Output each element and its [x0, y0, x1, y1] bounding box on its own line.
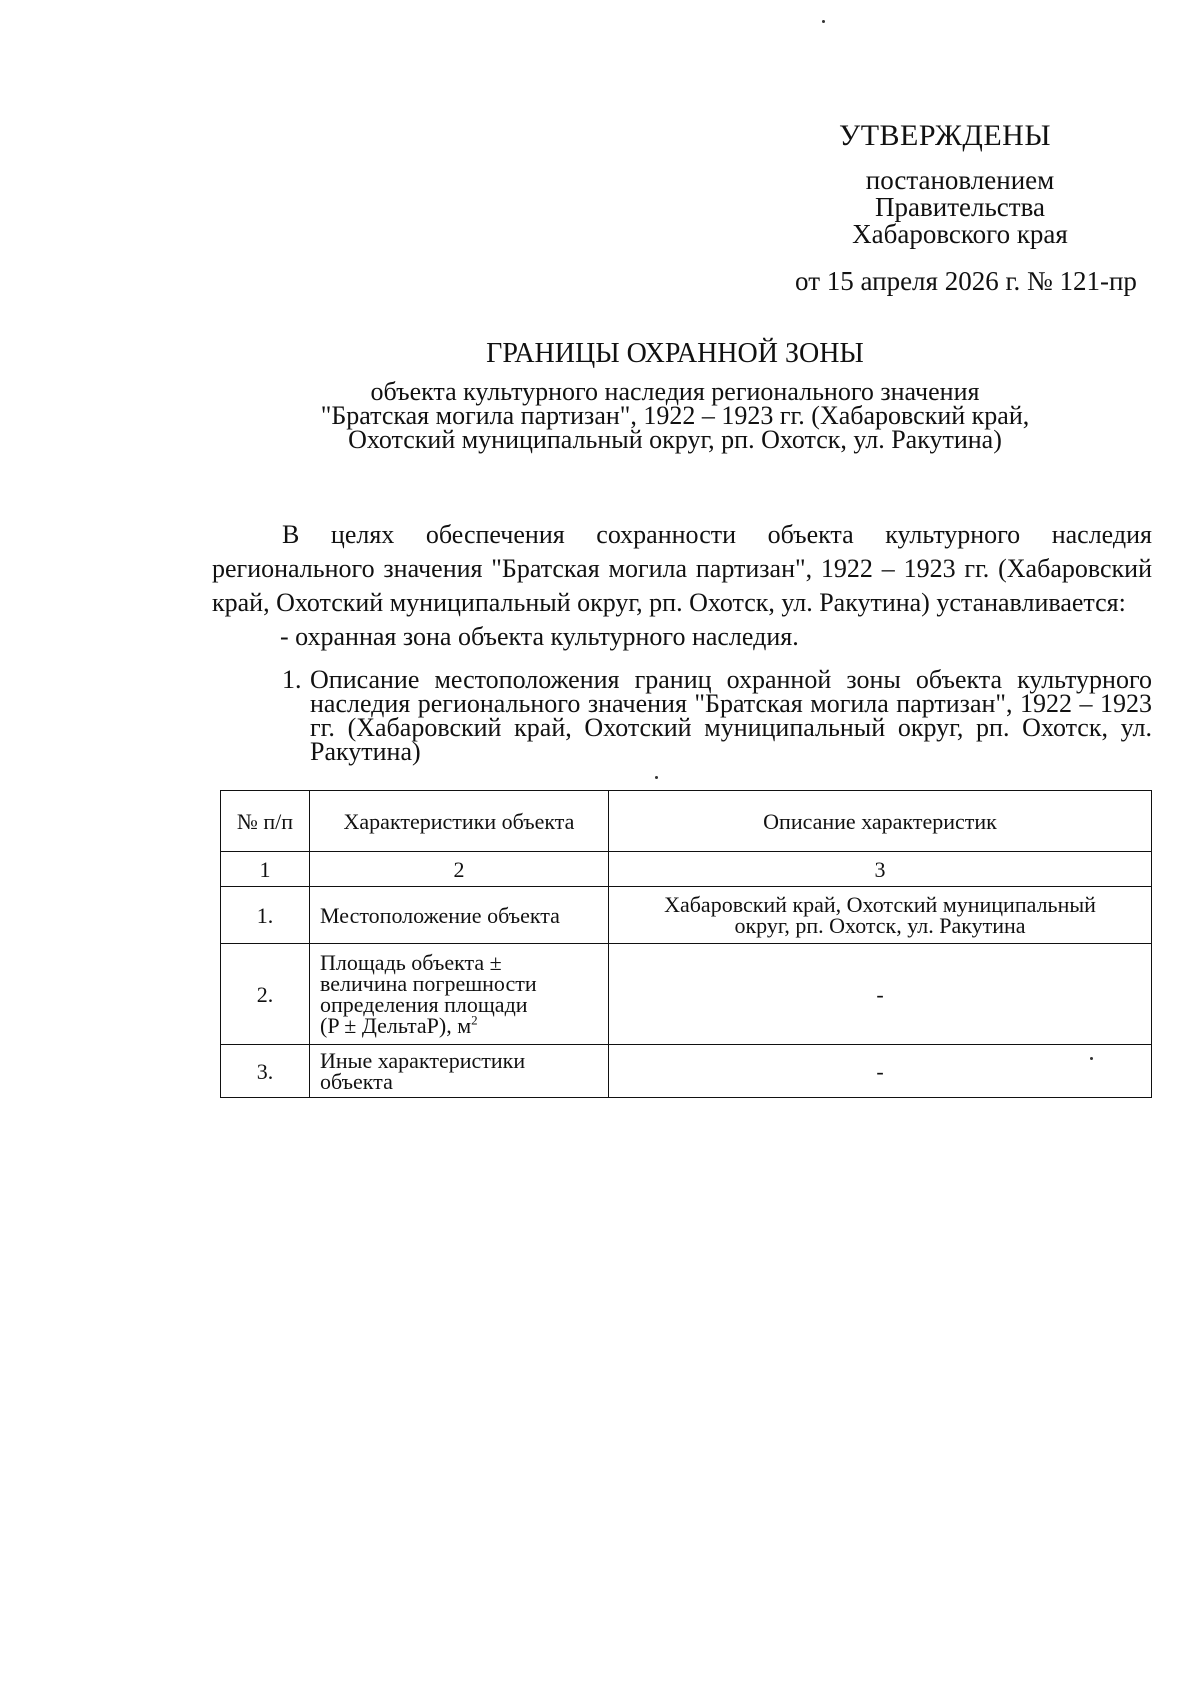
- body-text: [212, 518, 1152, 654]
- approval-line-3: Хабаровского края: [852, 219, 1068, 249]
- header-description: Описание характеристик: [609, 791, 1152, 852]
- column-number-3: 3: [609, 852, 1152, 887]
- row-characteristic-line-2: величина погрешности: [320, 971, 537, 996]
- row-characteristic: Местоположение объекта: [310, 887, 609, 944]
- section-1-text: Описание местоположения границ охранной зоны объекта культурного наследия регионального значения "Братская могила партизан", 1922 – 1923 гг. (Хабаровский край, Охотский муниципальный округ, рп. Охотск, ул. Ракутина): [310, 665, 1152, 766]
- row-characteristic-line-2: объекта: [320, 1069, 393, 1094]
- scan-speck: [822, 20, 825, 23]
- document-subtitle-line-1: объекта культурного наследия регионального значения: [370, 377, 980, 406]
- row-number: 2.: [221, 944, 310, 1045]
- row-characteristic-line-4: [320, 1012, 598, 1038]
- table-row: [221, 944, 1152, 1045]
- header-number: № п/п: [221, 791, 310, 852]
- column-number-1: 1: [221, 852, 310, 887]
- document-subtitle-line-2: "Братская могила партизан", 1922 – 1923 гг. (Хабаровский край,: [320, 401, 1030, 430]
- row-description: [609, 887, 1152, 944]
- row-description-line-1: Хабаровский край, Охотский муниципальный: [664, 892, 1096, 917]
- document-title: ГРАНИЦЫ ОХРАННОЙ ЗОНЫ: [486, 338, 864, 369]
- section-1: [282, 665, 1152, 766]
- document-title-block: [240, 338, 1110, 452]
- header-characteristics: Характеристики объекта: [310, 791, 609, 852]
- superscript-2: 2: [471, 1012, 478, 1028]
- approval-line-1: постановлением: [865, 165, 1055, 195]
- scan-speck: [655, 776, 658, 779]
- approval-stamp: [760, 119, 1160, 296]
- approval-line-2: Правительства: [875, 192, 1045, 222]
- approval-heading: УТВЕРЖДЕНЫ: [838, 119, 1052, 152]
- scan-speck: [1090, 1057, 1093, 1060]
- row-characteristic: [310, 944, 609, 1045]
- column-number-2: 2: [310, 852, 609, 887]
- row-characteristic-line-3: определения площади: [320, 992, 528, 1017]
- row-number: 3.: [221, 1045, 310, 1098]
- characteristics-table: [220, 790, 1152, 1098]
- table-column-number-row: [221, 852, 1152, 887]
- section-1-number: 1.: [282, 665, 302, 694]
- intro-paragraph: В целях обеспечения сохранности объекта культурного наследия регионального значения "Братская могила партизан", 1922 – 1923 гг. (Хабаровский край, Охотский муниципальный округ, рп. Охотск, ул. Ракутина) устанавливается:: [212, 520, 1152, 617]
- row-number: 1.: [221, 887, 310, 944]
- approval-date: от 15 апреля 2026 г. № 121-пр: [795, 266, 1137, 296]
- table-row: [221, 1045, 1152, 1098]
- document-subtitle-line-3: Охотский муниципальный округ, рп. Охотск, ул. Ракутина): [348, 425, 1002, 454]
- protected-zone-item: - охранная зона объекта культурного наследия.: [280, 622, 799, 651]
- row-characteristic-line-4-text: (P ± ДельтаP), м: [320, 1013, 472, 1038]
- row-characteristic: [310, 1045, 609, 1098]
- row-characteristic-line-1: Площадь объекта ±: [320, 950, 502, 975]
- table-header-row: [221, 791, 1152, 852]
- row-description: -: [609, 944, 1152, 1045]
- row-description-line-2: округ, рп. Охотск, ул. Ракутина: [734, 913, 1026, 938]
- table-row: [221, 887, 1152, 944]
- row-characteristic-line-1: Иные характеристики: [320, 1048, 526, 1073]
- row-description: -: [609, 1045, 1152, 1098]
